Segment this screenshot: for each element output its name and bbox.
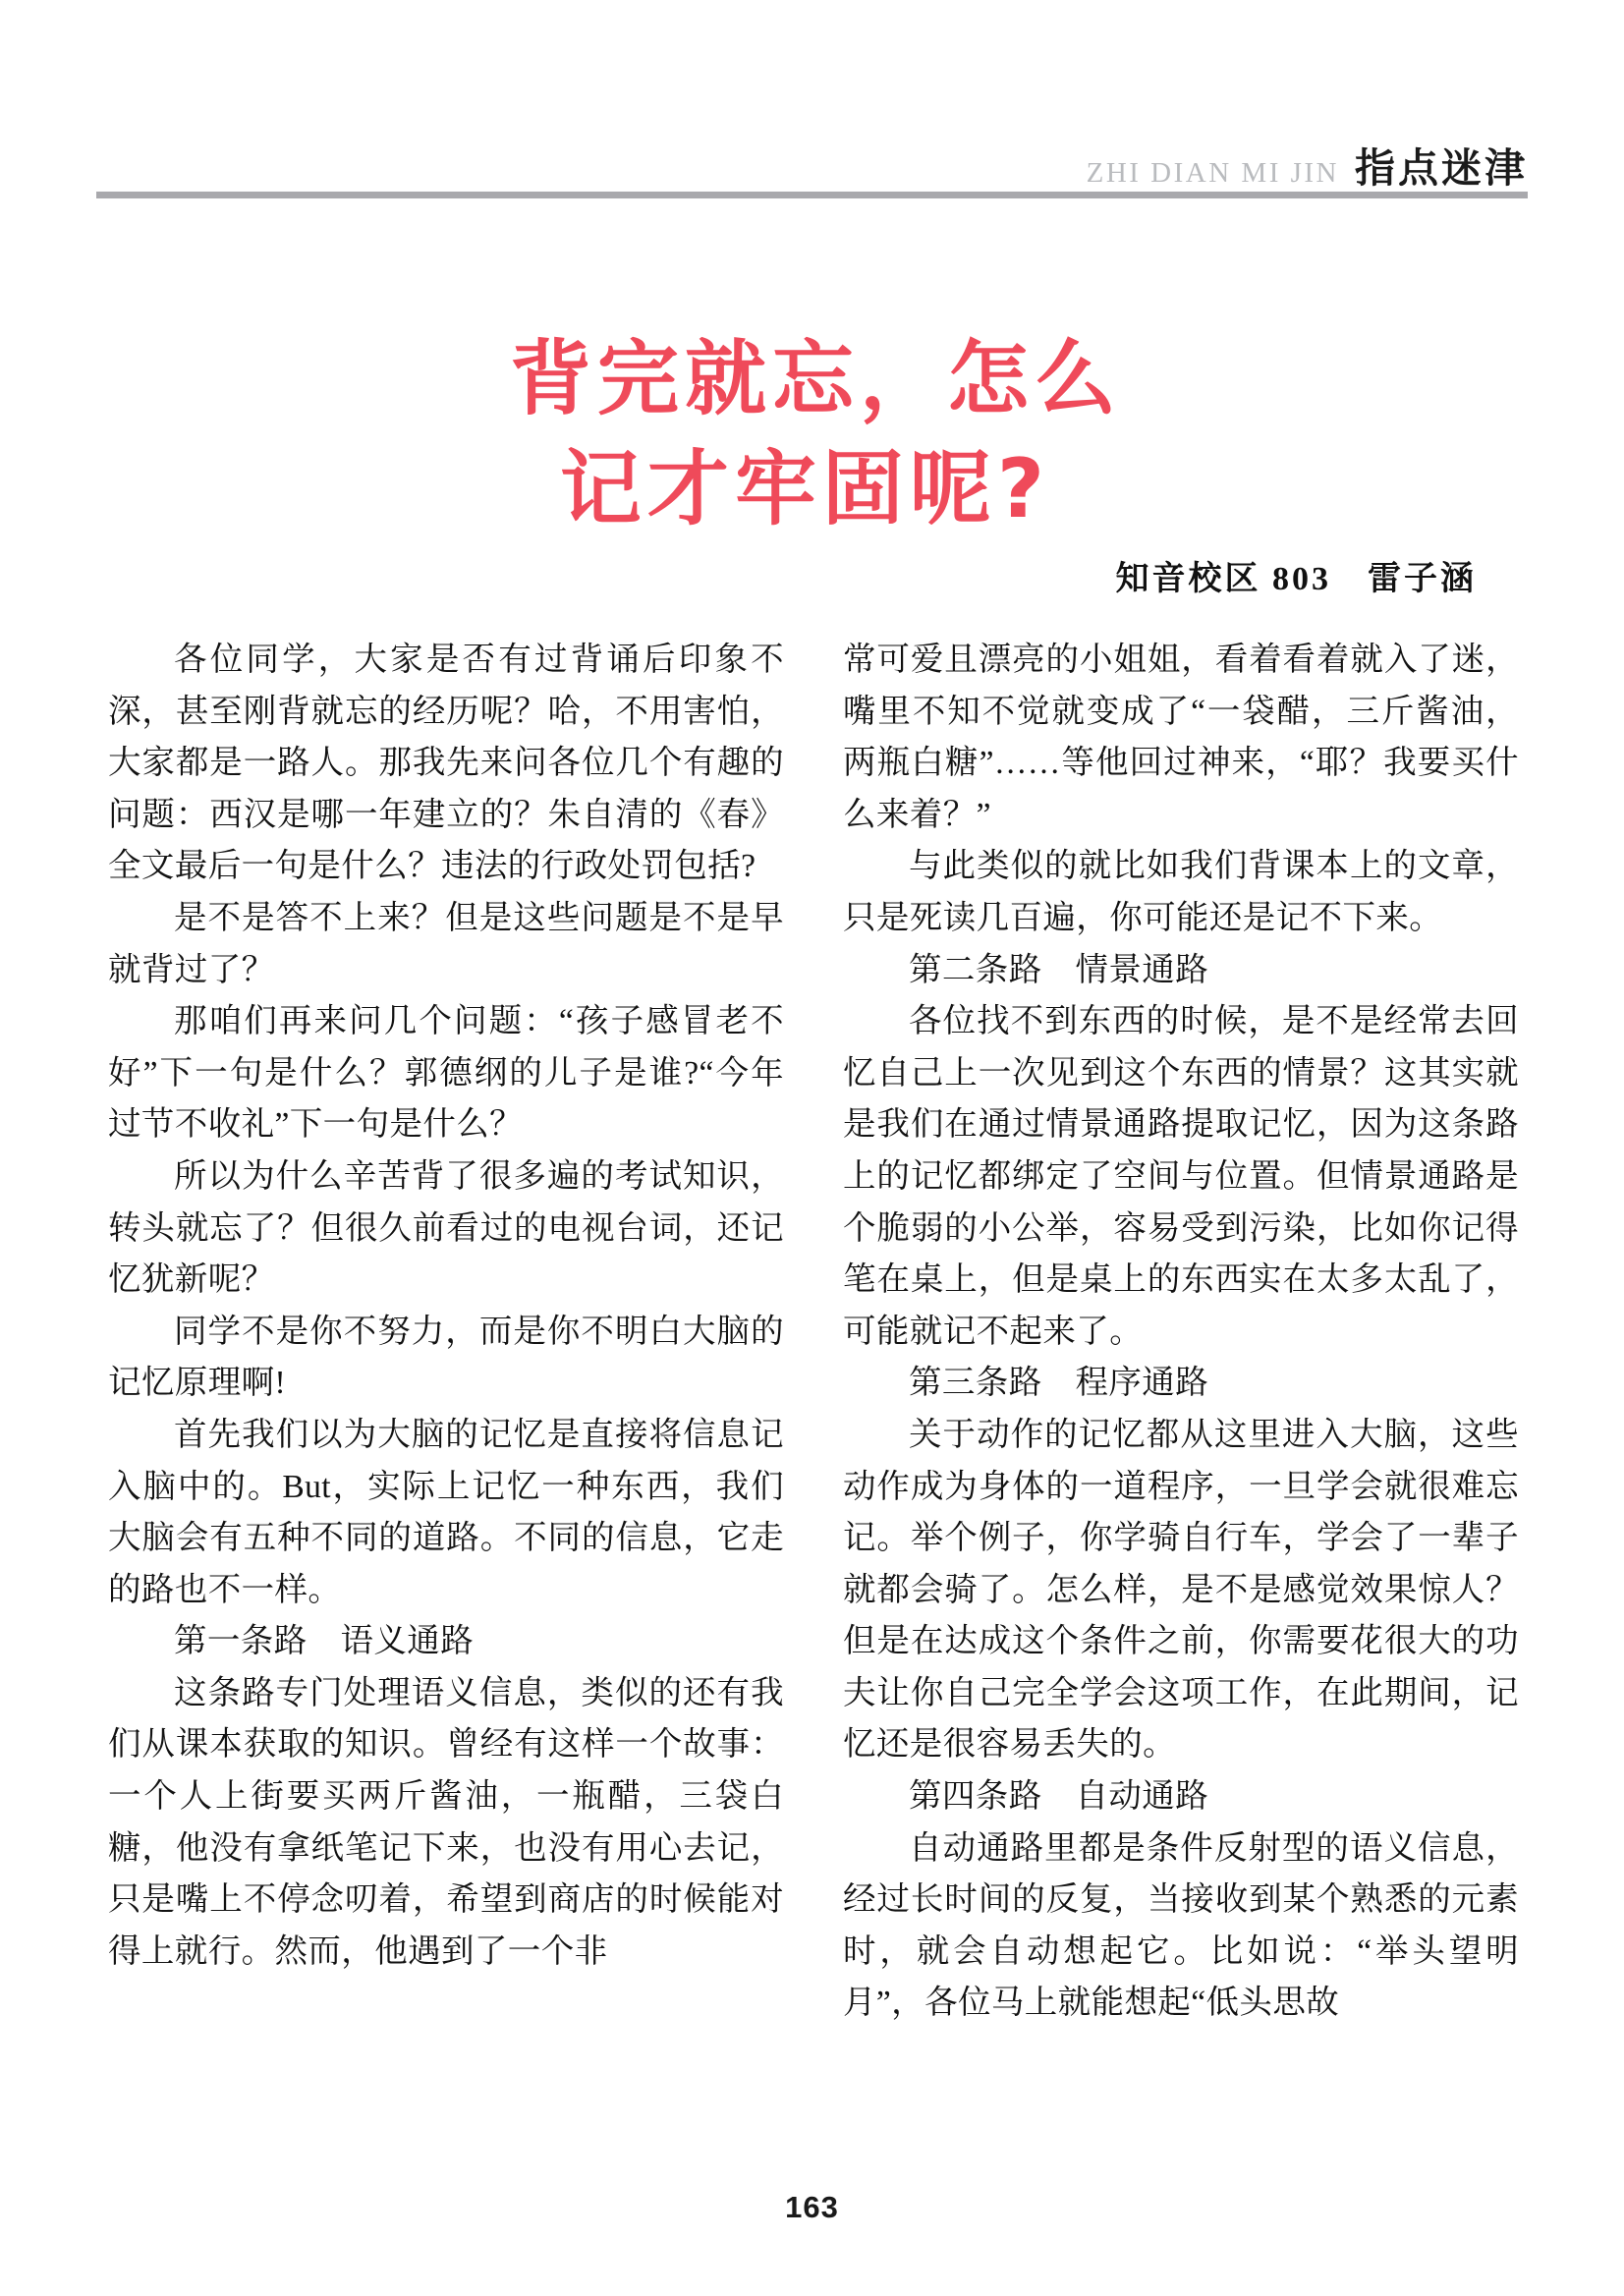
paragraph: 自动通路里都是条件反射型的语义信息，经过长时间的反复，当接收到某个熟悉的元素时，就会自动想起它。比如说：“举头望明月”，各位马上就能想起“低头思故 <box>843 1829 1519 2022</box>
paragraph: 关于动作的记忆都从这里进入大脑，这些动作成为身体的一道程序，一旦学会就很难忘记。举个例子，你学骑自行车，学会了一辈子就都会骑了。怎么样，是不是感觉效果惊人？但是在达成这个条件之前，你需要花很大的功夫让你自己完全学会这项工作，在此期间，记忆还是很容易丢失的。 <box>843 1416 1519 1764</box>
byline: 知音校区 803 雷子涵 <box>1115 561 1477 597</box>
page-number: 163 <box>785 2190 839 2224</box>
paragraph: 各位找不到东西的时候，是不是经常去回忆自己上一次见到这个东西的情景？这其实就是我们在通过情景通路提取记忆，因为这条路上的记忆都绑定了空间与位置。但情景通路是个脆弱的小公举，容易受到污染，比如你记得笔在桌上，但是桌上的东西实在太多太乱了，可能就记不起来了。 <box>843 1003 1519 1350</box>
running-head-pinyin: ZHI DIAN MI JIN <box>1086 157 1339 189</box>
running-head-chinese: 指点迷津 <box>1355 145 1528 191</box>
paragraph: 这条路专门处理语义信息，类似的还有我们从课本获取的知识。曾经有这样一个故事：一个人上街要买两斤酱油，一瓶醋，三袋白糖，他没有拿纸笔记下来，也没有用心去记，只是嘴上不停念叨着，希望到商店的时候能对得上就行。然而，他遇到了一个非 <box>108 1674 784 1970</box>
page-title <box>0 324 1624 544</box>
running-head <box>1087 136 1528 194</box>
paragraph-continued: 常可爱且漂亮的小姐姐，看着看着就入了迷，嘴里不知不觉就变成了“一袋醋，三斤酱油，两瓶白糖”……等他回过神来，“耶？我要买什么来着？” <box>843 642 1519 833</box>
page-title-line-2: 记才牢固呢? <box>559 441 1051 536</box>
section-heading: 第三条路 程序通路 <box>909 1365 1209 1402</box>
paragraph: 同学不是你不努力，而是你不明白大脑的记忆原理啊! <box>108 1313 784 1402</box>
paragraph: 首先我们以为大脑的记忆是直接将信息记入脑中的。But，实际上记忆一种东西，我们大脑会有五种不同的道路。不同的信息，它走的路也不一样。 <box>108 1416 784 1608</box>
paragraph: 是不是答不上来？但是这些问题是不是早就背过了？ <box>108 899 784 988</box>
paragraph: 那咱们再来问几个问题：“孩子感冒老不好”下一句是什么？郭德纲的儿子是谁?“今年过节不收礼”下一句是什么？ <box>108 1003 784 1144</box>
page-title-line-1: 背完就忘，怎么 <box>510 331 1122 426</box>
paragraph: 所以为什么辛苦背了很多遍的考试知识，转头就忘了？但很久前看过的电视台词，还记忆犹新呢？ <box>108 1157 784 1299</box>
paragraph: 各位同学，大家是否有过背诵后印象不深，甚至刚背就忘的经历呢？哈，不用害怕，大家都是一路人。那我先来问各位几个有趣的问题：西汉是哪一年建立的？朱自清的《春》全文最后一句是什么？违法的行政处罚包括? <box>108 642 784 885</box>
left-column <box>108 635 784 2030</box>
body-columns <box>108 635 1519 2030</box>
right-column <box>843 635 1519 2030</box>
section-heading: 第四条路 自动通路 <box>909 1778 1209 1816</box>
running-head-rule <box>96 192 1528 198</box>
paragraph: 与此类似的就比如我们背课本上的文章，只是死读几百遍，你可能还是记不下来。 <box>843 848 1519 936</box>
section-heading: 第一条路 语义通路 <box>174 1623 475 1660</box>
section-heading: 第二条路 情景通路 <box>909 951 1209 988</box>
